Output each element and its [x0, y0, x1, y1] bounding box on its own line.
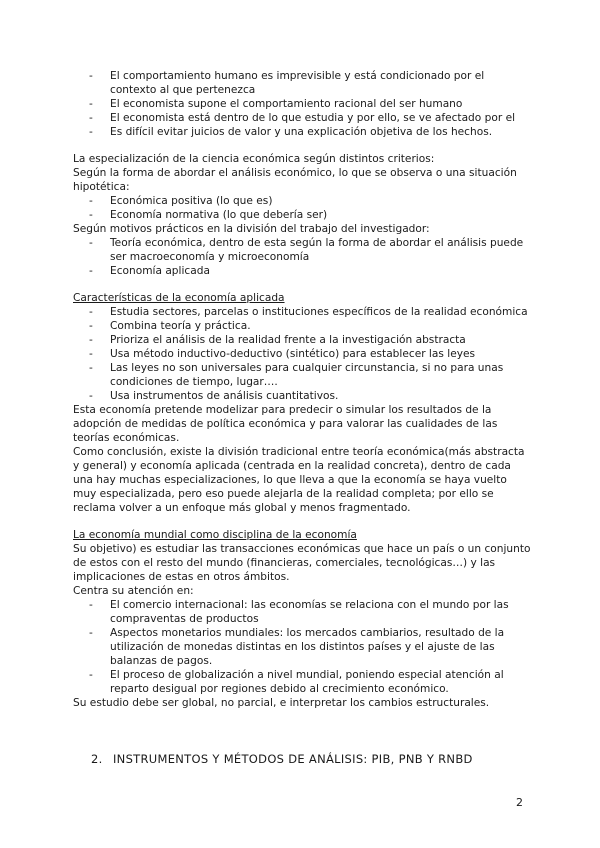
applied-economics-heading: Características de la economía aplicada [73, 292, 285, 304]
list-item: - Es difícil evitar juicios de valor y una explicación objetiva de los hechos. [73, 125, 533, 139]
list-item: - Aspectos monetarios mundiales: los mercados cambiarios, resultado de la utilización de monedas distintas en los distintos países y el ajuste de las balanzas de pagos. [73, 626, 533, 668]
section-2-heading [91, 752, 473, 766]
intro-bullet-list [73, 69, 533, 139]
world-economy-heading: La economía mundial como disciplina de la economía [73, 529, 357, 541]
list-item: - Economía normativa (lo que debería ser) [73, 208, 533, 222]
list-item: - Economía aplicada [73, 264, 533, 278]
list-item: - Combina teoría y práctica. [73, 319, 533, 333]
world-conclusion: Su estudio debe ser global, no parcial, e interpretar los cambios estructurales. [73, 697, 490, 709]
list-item: - Económica positiva (lo que es) [73, 194, 533, 208]
world-focus-label: Centra su atención en: [73, 585, 194, 597]
list-item: - El economista supone el comportamiento racional del ser humano [73, 97, 533, 111]
list-item: - El economista está dentro de lo que estudia y por ello, se ve afectado por el [73, 111, 533, 125]
list-item: - El comercio internacional: las economías se relaciona con el mundo por las compraventas de productos [73, 598, 533, 626]
specialization-intro: La especialización de la ciencia económica según distintos criterios: [73, 153, 435, 165]
conclusion-paragraph: Como conclusión, existe la división tradicional entre teoría económica(más abstracta y general) y economía aplicada (centrada en la realidad concreta), dentro de cada una hay muchas especializaciones, lo que lleva a que la economía se haya vuelto muy especializada, pero eso puede alejarla de la realidad completa; por ello se reclama volver a un enfoque más global y menos fragmentado. [73, 446, 525, 514]
practical-bullet-list [73, 236, 533, 278]
list-item: - Prioriza el análisis de la realidad frente a la investigación abstracta [73, 333, 533, 347]
world-bullet-list [73, 598, 533, 696]
list-item: - El comportamiento humano es imprevisible y está condicionado por el contexto al que pertenezca [73, 69, 533, 97]
list-item: - Teoría económica, dentro de esta según la forma de abordar el análisis puede ser macroeconomía y microeconomía [73, 236, 533, 264]
list-item: - Estudia sectores, parcelas o instituciones específicos de la realidad económica [73, 305, 533, 319]
world-objective-paragraph: Su objetivo) es estudiar las transacciones económicas que hace un país o un conjunto de estos con el resto del mundo (financieras, comerciales, tecnológicas…) y las implicaciones de estas en otros ámbitos. [73, 543, 531, 583]
practical-criterion: Según motivos prácticos en la división del trabajo del investigador: [73, 223, 430, 235]
applied-bullet-list [73, 305, 533, 403]
form-bullet-list [73, 194, 533, 222]
list-item: - Usa método inductivo-deductivo (sintético) para establecer las leyes [73, 347, 533, 361]
section-number: 2. [91, 752, 103, 766]
list-item: - El proceso de globalización a nivel mundial, poniendo especial atención al reparto desigual por regiones debido al crecimiento económico. [73, 668, 533, 696]
section-title-text: INSTRUMENTOS Y MÉTODOS DE ANÁLISIS: PIB, PNB Y RNBD [112, 752, 473, 766]
page-number: 2 [516, 796, 523, 809]
form-criterion: Según la forma de abordar el análisis económico, lo que se observa o una situación hipotética: [73, 167, 517, 193]
applied-paragraph: Esta economía pretende modelizar para predecir o simular los resultados de la adopción de medidas de política económica y para valorar las cualidades de las teorías económicas. [73, 404, 498, 444]
list-item: - Usa instrumentos de análisis cuantitativos. [73, 389, 533, 403]
page-content [73, 69, 533, 710]
list-item: - Las leyes no son universales para cualquier circunstancia, si no para unas condiciones de tiempo, lugar…. [73, 361, 533, 389]
